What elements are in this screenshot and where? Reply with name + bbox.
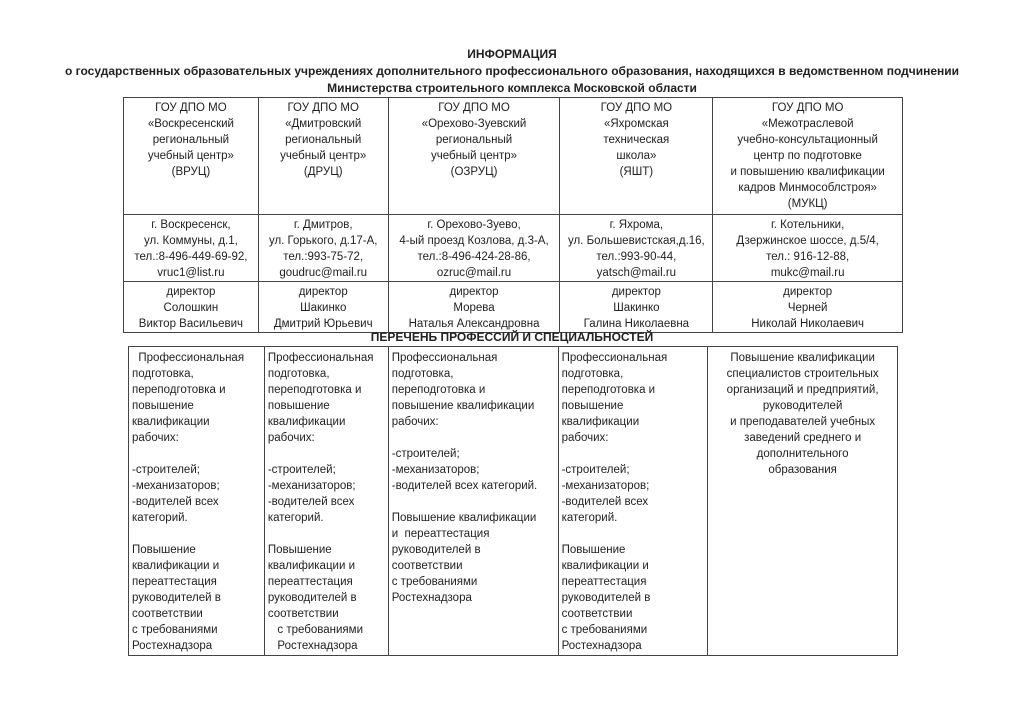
institution-address-cell: [258, 215, 388, 282]
cell-text-line: [268, 526, 385, 542]
professions-list-title: ПЕРЕЧЕНЬ ПРОФЕССИЙ И СПЕЦИАЛЬНОСТЕЙ: [370, 330, 654, 344]
cell-text-line: квалификации: [132, 416, 210, 428]
cell-text-line: с требованиями: [391, 576, 478, 588]
institution-names-row: [124, 98, 903, 215]
cell-text-line: подготовка,: [267, 368, 330, 380]
cell-text-line: и повышению квалификации: [730, 166, 885, 178]
cell-text-line: Повышение: [561, 544, 626, 556]
cell-text-line: -водителей всех: [132, 496, 219, 508]
cell-text-line: -механизаторов;: [561, 480, 650, 492]
cell-text-line: «Дмитровский: [285, 118, 362, 130]
institution-name-cell: [713, 98, 903, 215]
cell-text-line: «Межотраслевой: [761, 118, 854, 130]
cell-text-line: переаттестация: [267, 576, 353, 588]
cell-text-line: директор: [783, 286, 833, 298]
cell-text-line: категорий.: [561, 512, 618, 524]
cell-text-line: Ростехнадзора: [391, 592, 472, 604]
cell-text-line: г. Яхрома,: [609, 219, 664, 231]
institution-director-cell: [713, 282, 903, 333]
cell-text-line: техническая: [603, 134, 670, 146]
profession-cell: [558, 347, 708, 656]
cell-text-line: тел.: 916-12-88,: [766, 251, 850, 263]
cell-text-line: -строителей;: [561, 464, 630, 476]
cell-text-line: ozruc@mail.ru: [436, 267, 512, 279]
cell-text-line: -водителей всех: [267, 496, 355, 508]
cell-text-line: переподготовка и: [132, 384, 226, 396]
cell-text-line: рабочих:: [561, 432, 609, 444]
cell-text-line: ГОУ ДПО МО: [600, 102, 673, 114]
cell-text-line: рабочих:: [132, 432, 179, 444]
cell-text-line: региональный: [285, 134, 362, 146]
institution-address-cell: [560, 215, 713, 282]
cell-text-line: -строителей;: [267, 464, 336, 476]
cell-text-line: vruc1@list.ru: [157, 267, 225, 279]
profession-cell: [708, 347, 898, 656]
cell-text-line: тел.:993-90-44,: [596, 251, 677, 263]
cell-text-line: Профессиональная: [132, 352, 245, 364]
cell-text-line: Ростехнадзора: [561, 640, 642, 652]
cell-text-line: соответствии: [267, 608, 339, 620]
cell-text-line: с требованиями: [132, 624, 218, 636]
cell-text-line: переподготовка и: [561, 384, 656, 396]
cell-text-line: региональный: [152, 134, 230, 146]
cell-text-line: «Яхромская: [603, 118, 669, 130]
cell-text-line: учебный центр»: [147, 150, 234, 162]
cell-text-line: директор: [449, 286, 499, 298]
cell-text-line: Черней: [787, 302, 828, 314]
cell-text-line: Дмитрий Юрьевич: [273, 318, 373, 330]
cell-text-line: -механизаторов;: [267, 480, 356, 492]
cell-text-line: организаций и предприятий,: [726, 384, 879, 396]
cell-text-line: квалификации: [561, 416, 640, 428]
institution-name-cell: [560, 98, 713, 215]
cell-text-line: директор: [298, 286, 348, 298]
cell-text-line: повышение: [267, 400, 330, 412]
cell-text-line: -водителей всех: [561, 496, 649, 508]
cell-text-line: ГОУ ДПО МО: [287, 102, 359, 114]
cell-text-line: Ростехнадзора: [267, 640, 358, 652]
cell-text-line: Виктор Васильевич: [138, 318, 244, 330]
cell-text-line: 4-ый проезд Козлова, д.3-А,: [399, 235, 549, 247]
institution-director-cell: [388, 282, 560, 333]
cell-text-line: подготовка,: [391, 368, 454, 380]
cell-text-line: повышение: [132, 400, 194, 412]
document-subtitle: о государственных образовательных учреждениях дополнительного профессионального образования, находящихся в ведомственном подчинении: [64, 64, 960, 78]
cell-text-line: учебно-консультационный: [737, 134, 878, 146]
cell-text-line: -строителей;: [132, 464, 200, 476]
cell-text-line: (МУКЦ): [787, 198, 828, 210]
cell-text-line: повышение: [561, 400, 624, 412]
cell-text-line: [562, 446, 705, 462]
cell-text-line: Солошкин: [163, 302, 219, 314]
cell-text-line: и переаттестация: [391, 528, 490, 540]
cell-text-line: директор: [166, 286, 216, 298]
cell-text-line: квалификации: [267, 416, 346, 428]
cell-text-line: mukc@mail.ru: [770, 267, 845, 279]
institution-name-cell: [258, 98, 388, 215]
cell-text-line: -строителей;: [391, 448, 460, 460]
institutions-table: [123, 97, 903, 333]
cell-text-line: Повышение: [267, 544, 332, 556]
cell-text-line: (ОЗРУЦ): [450, 166, 498, 178]
cell-text-line: школа»: [616, 150, 657, 162]
cell-text-line: категорий.: [132, 512, 188, 524]
cell-text-line: yatsch@mail.ru: [596, 267, 677, 279]
cell-text-line: Шакинко: [300, 302, 347, 314]
cell-text-line: г. Дмитров,: [293, 219, 353, 231]
cell-text-line: ГОУ ДПО МО: [155, 102, 227, 114]
cell-text-line: -механизаторов;: [391, 464, 480, 476]
cell-text-line: руководителей в: [267, 592, 357, 604]
cell-text-line: [132, 446, 261, 462]
cell-text-line: учебный центр»: [280, 150, 367, 162]
cell-text-line: учебный центр»: [430, 150, 518, 162]
cell-text-line: заведений среднего и: [744, 432, 862, 444]
professions-row: [129, 347, 898, 656]
cell-text-line: Повышение квалификации: [730, 352, 875, 364]
cell-text-line: с требованиями: [267, 624, 363, 636]
professions-table: [128, 346, 898, 656]
institution-address-cell: [388, 215, 560, 282]
cell-text-line: переподготовка и: [391, 384, 486, 396]
cell-text-line: goudruc@mail.ru: [279, 267, 368, 279]
cell-text-line: квалификации и: [561, 560, 649, 572]
institution-director-cell: [560, 282, 713, 333]
cell-text-line: руководителей в: [561, 592, 651, 604]
cell-text-line: [392, 494, 555, 510]
cell-text-line: и преподавателей учебных: [730, 416, 876, 428]
cell-text-line: Профессиональная: [267, 352, 374, 364]
cell-text-line: ул. Большевистская,д.16,: [567, 235, 705, 247]
cell-text-line: переподготовка и: [267, 384, 362, 396]
cell-text-line: соответствии: [132, 608, 203, 620]
cell-text-line: -механизаторов;: [132, 480, 220, 492]
institution-name-cell: [124, 98, 259, 215]
cell-text-line: директор: [611, 286, 661, 298]
cell-text-line: Наталья Александровна: [408, 318, 540, 330]
institution-name-cell: [388, 98, 560, 215]
cell-text-line: Морева: [453, 302, 495, 314]
cell-text-line: Николай Николаевич: [751, 318, 865, 330]
profession-cell: [264, 347, 388, 656]
cell-text-line: рабочих:: [391, 416, 439, 428]
cell-text-line: (ЯШТ): [619, 166, 654, 178]
cell-text-line: ГОУ ДПО МО: [438, 102, 510, 114]
cell-text-line: Профессиональная: [391, 352, 498, 364]
cell-text-line: руководителей в: [132, 592, 221, 604]
cell-text-line: -водителей всех категорий.: [391, 480, 538, 492]
cell-text-line: руководителей: [762, 400, 843, 412]
cell-text-line: региональный: [435, 134, 513, 146]
institution-address-cell: [124, 215, 259, 282]
profession-cell: [129, 347, 265, 656]
cell-text-line: кадров Минмособлстроя»: [738, 182, 877, 194]
institution-address-row: [124, 215, 903, 282]
cell-text-line: образования: [768, 464, 837, 476]
cell-text-line: переаттестация: [132, 576, 217, 588]
cell-text-line: соответствии: [561, 608, 633, 620]
cell-text-line: тел.:993-75-72,: [283, 251, 364, 263]
cell-text-line: дополнительного: [756, 448, 849, 460]
cell-text-line: квалификации и: [267, 560, 356, 572]
cell-text-line: центр по подготовке: [753, 150, 862, 162]
cell-text-line: (ДРУЦ): [303, 166, 343, 178]
cell-text-line: Повышение квалификации: [391, 512, 537, 524]
cell-text-line: Профессиональная: [561, 352, 668, 364]
cell-text-line: «Воскресенский: [147, 118, 234, 130]
cell-text-line: с требованиями: [561, 624, 648, 636]
cell-text-line: тел.:8-496-449-69-92,: [134, 251, 248, 263]
document-title: ИНФОРМАЦИЯ: [467, 47, 557, 61]
cell-text-line: тел.:8-496-424-28-86,: [417, 251, 531, 263]
cell-text-line: г. Орехово-Зуево,: [427, 219, 521, 231]
cell-text-line: (ВРУЦ): [171, 166, 211, 178]
cell-text-line: специалистов строительных: [726, 368, 879, 380]
cell-text-line: Повышение: [132, 544, 196, 556]
cell-text-line: руководителей в: [391, 544, 481, 556]
cell-text-line: категорий.: [267, 512, 324, 524]
cell-text-line: г. Воскресенск,: [151, 219, 231, 231]
cell-text-line: повышение квалификации: [391, 400, 535, 412]
document-ministry: Министерства строительного комплекса Московской области: [327, 81, 697, 95]
cell-text-line: «Орехово-Зуевский: [421, 118, 527, 130]
cell-text-line: Ростехнадзора: [132, 640, 213, 652]
cell-text-line: подготовка,: [561, 368, 624, 380]
cell-text-line: г. Котельники,: [770, 219, 845, 231]
cell-text-line: соответствии: [391, 560, 463, 572]
institution-address-cell: [713, 215, 903, 282]
cell-text-line: ул. Горького, д.17-А,: [268, 235, 378, 247]
cell-text-line: квалификации и: [132, 560, 220, 572]
institution-director-cell: [258, 282, 388, 333]
cell-text-line: [562, 526, 705, 542]
institution-director-row: [124, 282, 903, 333]
cell-text-line: подготовка,: [132, 368, 194, 380]
profession-cell: [388, 347, 558, 656]
institution-director-cell: [124, 282, 259, 333]
cell-text-line: переаттестация: [561, 576, 647, 588]
cell-text-line: [268, 446, 385, 462]
cell-text-line: рабочих:: [267, 432, 315, 444]
cell-text-line: [392, 430, 555, 446]
cell-text-line: Галина Николаевна: [583, 318, 690, 330]
cell-text-line: ГОУ ДПО МО: [771, 102, 844, 114]
cell-text-line: ул. Коммуны, д.1,: [143, 235, 238, 247]
cell-text-line: Дзержинское шоссе, д.5/4,: [736, 235, 879, 247]
cell-text-line: Шакинко: [613, 302, 660, 314]
cell-text-line: [132, 526, 261, 542]
